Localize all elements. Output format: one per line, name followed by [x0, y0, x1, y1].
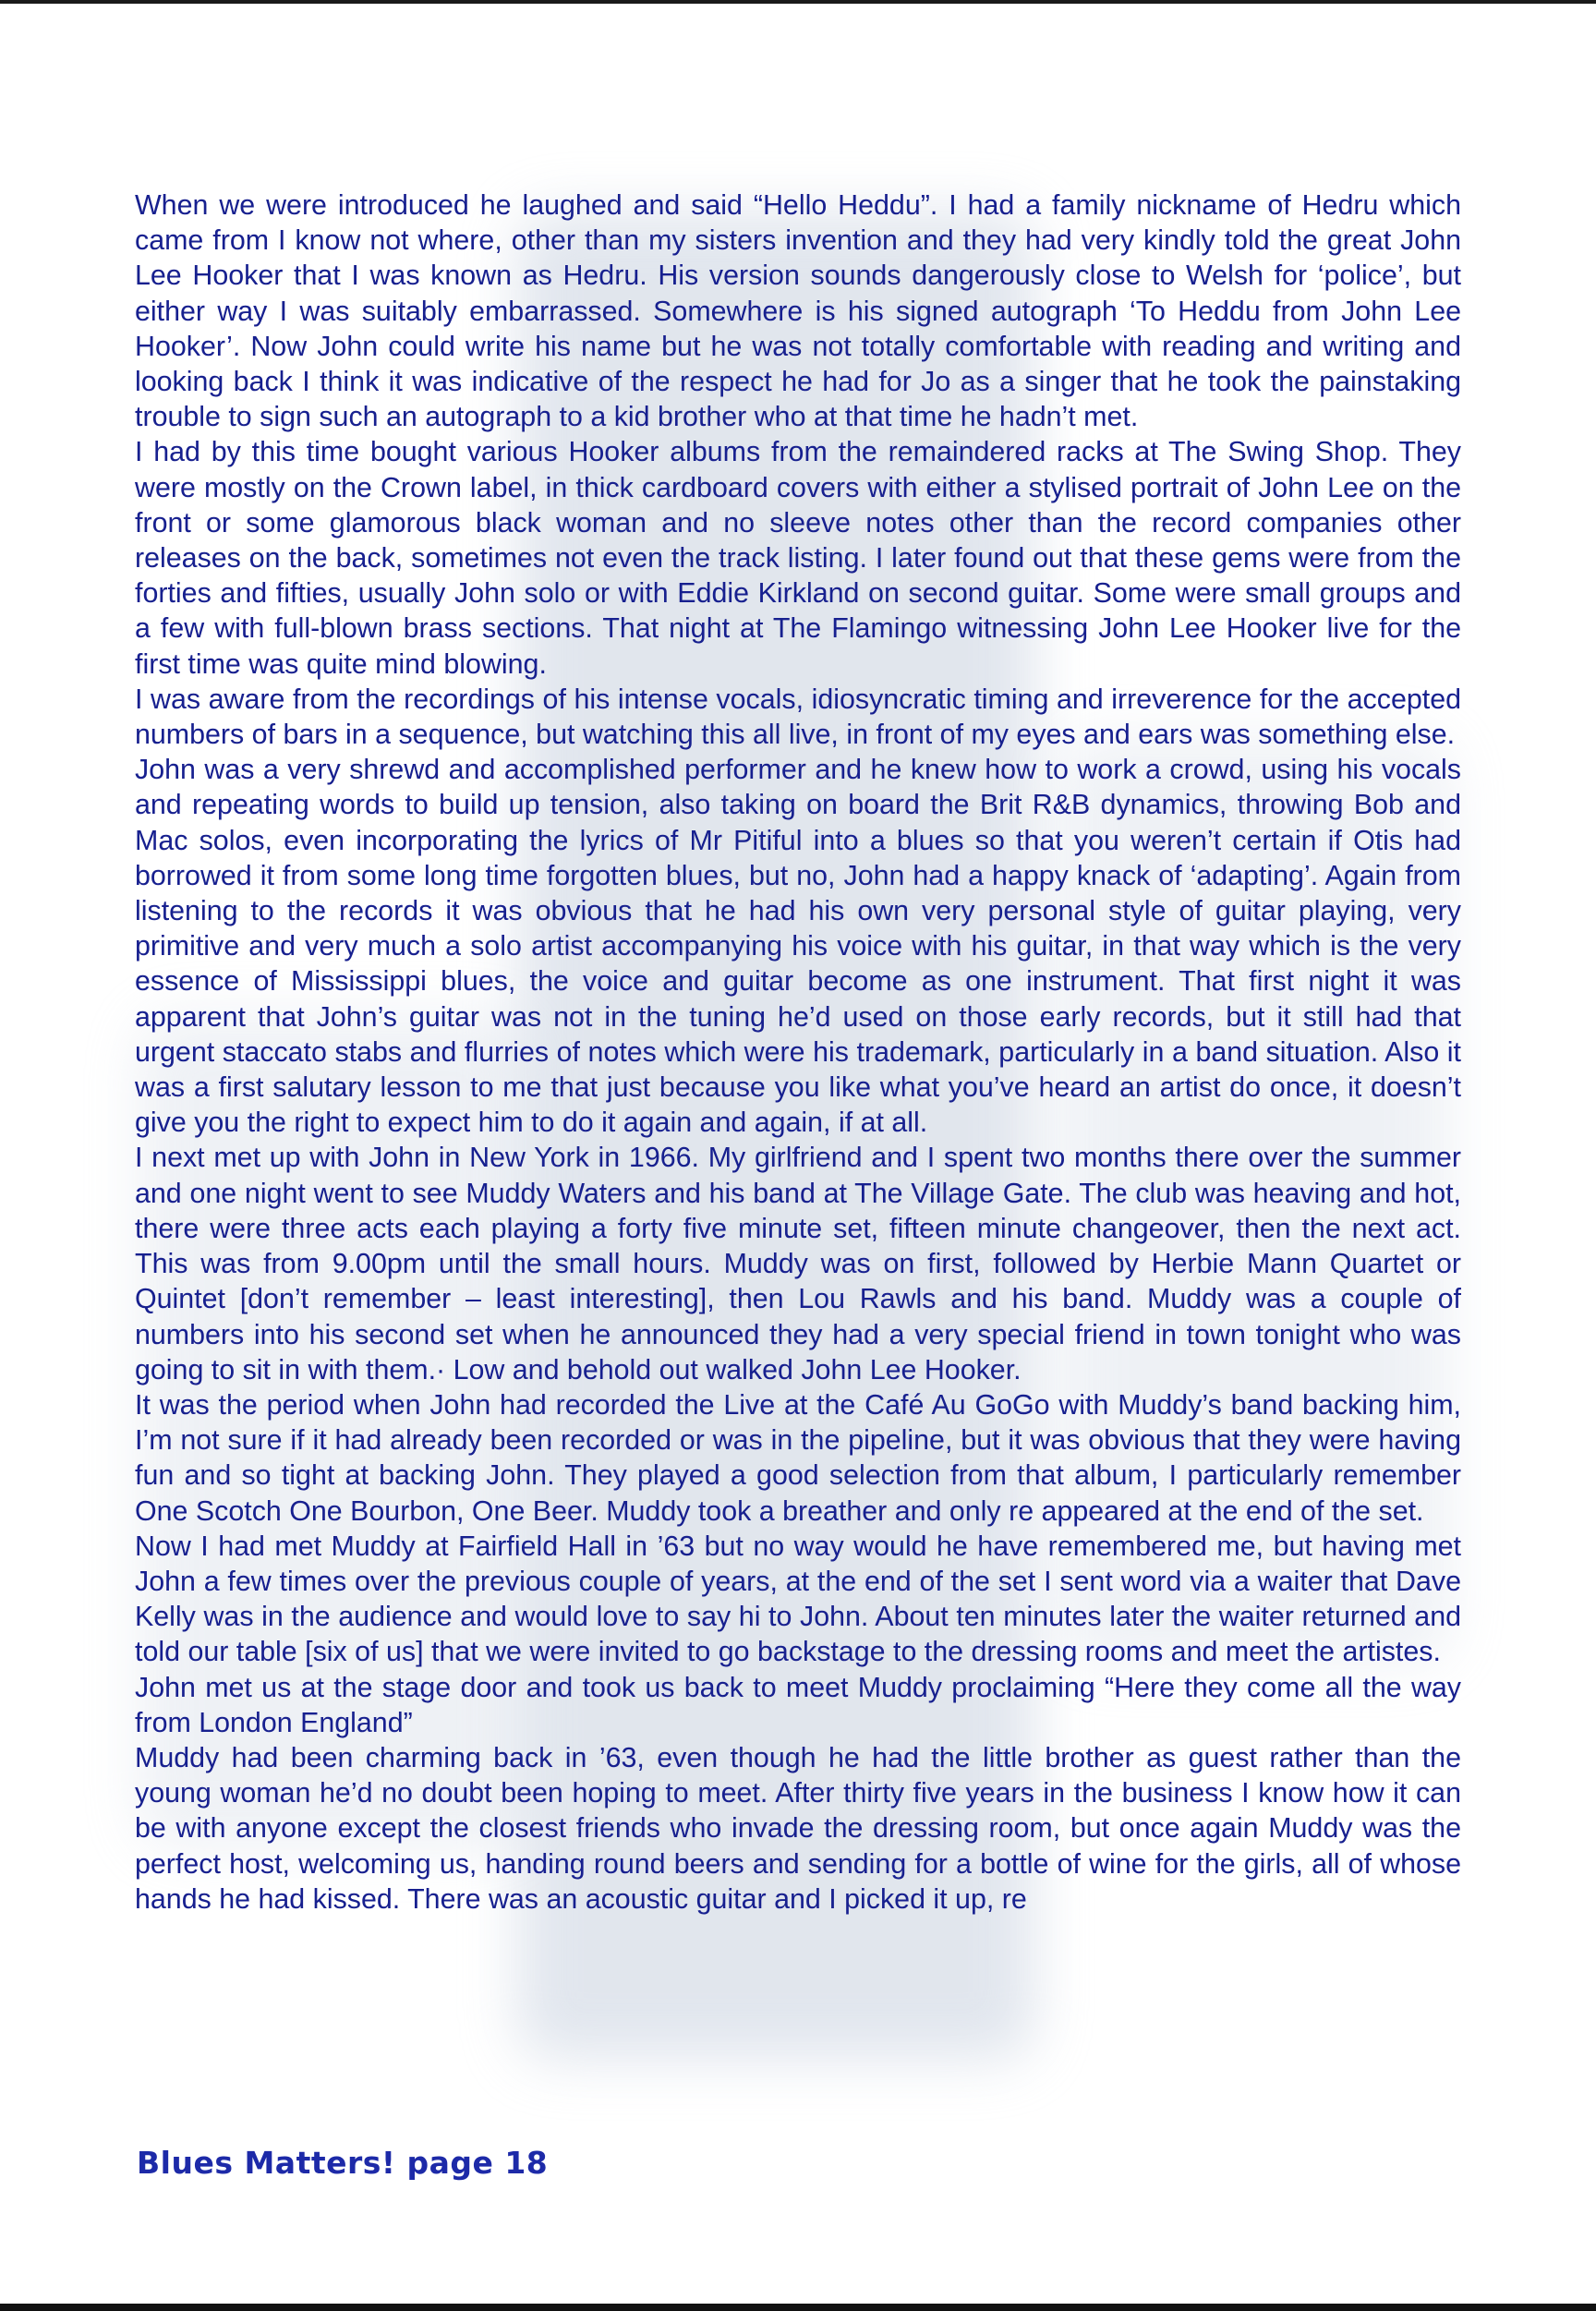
page-footer-label: Blues Matters! page 18	[137, 2145, 549, 2181]
article-paragraph-9: Muddy had been charming back in ’63, even though he had the little brother as guest rather than the young woman he’d no doubt been hoping to meet. After thirty five years in the business I know how it can be with anyone except the closest friends who invade the dressing room, but once again Muddy was the perfect host, welcoming us, handing round beers and sending for a bottle of wine for the girls, all of whose hands he had kissed. There was an acoustic guitar and I picked it up, re	[135, 1741, 1461, 1915]
article-paragraph-4: John was a very shrewd and accomplished performer and he knew how to work a crowd, using his vocals and repeating words to build up tension, also taking on board the Brit R&B dynamics, throwing Bob and Mac solos, even incorporating the lyrics of Mr Pitiful into a blues so that you weren’t certain if Otis had borrowed it from some long time forgotten blues, but no, John had a happy knack of ‘adapting’. Again from listening to the records it was obvious that he had his own very personal style of guitar playing, very primitive and very much a solo artist accompanying his voice with his guitar, in that way which is the very essence of Mississippi blues, the voice and guitar become as one instrument. That first night it was apparent that John’s guitar was not in the tuning he’d used on those early records, but it still had that urgent staccato stabs and flurries of notes which were his trademark, particularly in a band situation. Also it was a first salutary lesson to me that just because you like what you’ve heard an artist do once, it doesn’t give you the right to expect him to do it again and again, if at all.	[135, 754, 1461, 1139]
article-paragraph-6: It was the period when John had recorded the Live at the Café Au GoGo with Muddy’s band backing him, I’m not sure if it had already been recorded or was in the pipeline, but it was obvious that they were having fun and so tight at backing John. They played a good selection from that album, I particularly remember One Scotch One Bourbon, One Beer. Muddy took a breather and only re appeared at the end of the set.	[135, 1388, 1461, 1527]
article-paragraph-2: I had by this time bought various Hooker albums from the remaindered racks at The Swing Shop. They were mostly on the Crown label, in thick cardboard covers with either a stylised portrait of John Lee on the front or some glamorous black woman and no sleeve notes other than the record companies other releases on the back, sometimes not even the track listing. I later found out that these gems were from the forties and fifties, usually John solo or with Eddie Kirkland on second guitar. Some were small groups and a few with full-blown brass sections. That night at The Flamingo witnessing John Lee Hooker live for the first time was quite mind blowing.	[135, 436, 1461, 680]
article-paragraph-5: I next met up with John in New York in 1966. My girlfriend and I spent two months there over the summer and one night went to see Muddy Waters and his band at The Village Gate. The club was heaving and hot, there were three acts each playing a forty five minute set, fifteen minute changeover, then the next act. This was from 9.00pm until the small hours. Muddy was on first, followed by Herbie Mann Quartet or Quintet [don’t remember – least interesting], then Lou Rawls and his band. Muddy was a couple of numbers into his second set when he announced they had a very special friend in town tonight who was going to sit in with them.· Low and behold out walked John Lee Hooker.	[135, 1142, 1461, 1385]
top-border-rule	[0, 0, 1596, 4]
article-paragraph-1: When we were introduced he laughed and said “Hello Heddu”. I had a family nickname of Hedru which came from I know not where, other than my sisters invention and they had very kindly told the great John Lee Hooker that I was known as Hedru. His version sounds dangerously close to Welsh for ‘police’, but either way I was suitably embarrassed. Somewhere is his signed autograph ‘To Heddu from John Lee Hooker’. Now John could write his name but he was not totally comfortable with reading and writing and looking back I think it was indicative of the respect he had for Jo as a singer that he took the painstaking trouble to sign such an autograph to a kid brother who at that time he hadn’t met.	[135, 189, 1461, 433]
article-paragraph-3: I was aware from the recordings of his intense vocals, idiosyncratic timing and irreverence for the accepted numbers of bars in a sequence, but watching this all live, in front of my eyes and ears was something else.	[135, 683, 1461, 751]
article-paragraph-7: Now I had met Muddy at Fairfield Hall in ’63 but no way would he have remembered me, but having met John a few times over the previous couple of years, at the end of the set I sent word via a waiter that Dave Kelly was in the audience and would love to say hi to John. About ten minutes later the waiter returned and told our table [six of us] that we were invited to go backstage to the dressing rooms and meet the artistes.	[135, 1530, 1461, 1668]
article-body	[135, 188, 1461, 1917]
article-paragraph-8: John met us at the stage door and took us back to meet Muddy proclaiming “Here they come all the way from London England”	[135, 1671, 1461, 1738]
bottom-border-rule	[0, 2304, 1596, 2311]
